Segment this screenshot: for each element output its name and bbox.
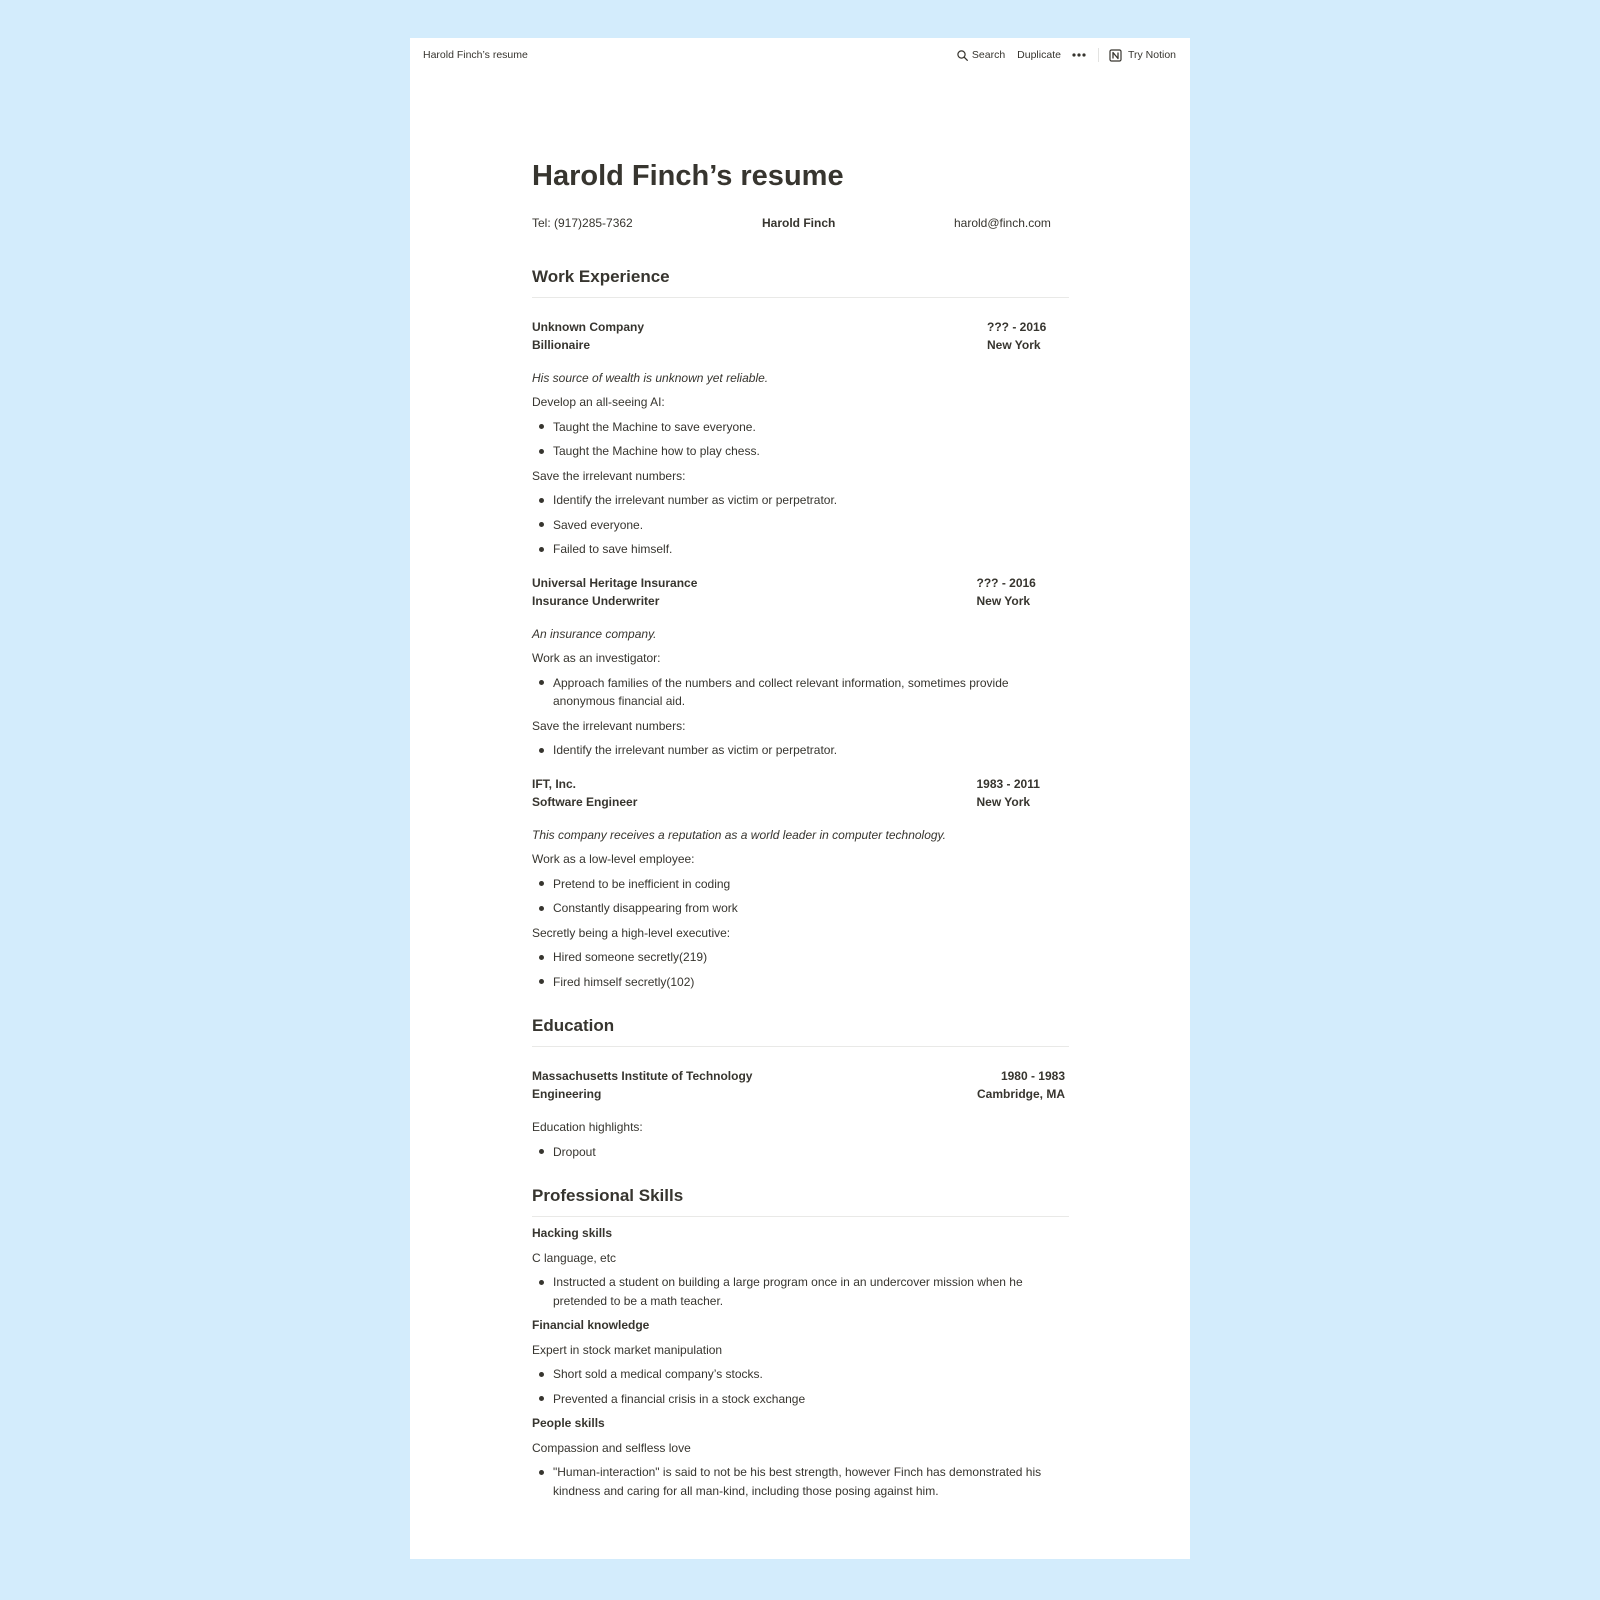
skill-name: Financial knowledge — [532, 1318, 650, 1332]
list-item: Identify the irrelevant number as victim or perpetrator. — [532, 738, 1069, 763]
list-item: Dropout — [532, 1140, 1069, 1165]
list-item: Short sold a medical company’s stocks. — [532, 1362, 1069, 1387]
company-name: IFT, Inc. — [532, 776, 577, 791]
list-item: Pretend to be inefficient in coding — [532, 872, 1069, 897]
job-dates: ??? - 2016 — [987, 319, 1047, 334]
duplicate-button[interactable]: Duplicate — [1017, 49, 1061, 61]
task-intro: Work as a low-level employee: — [532, 852, 695, 866]
skill-name: Hacking skills — [532, 1226, 613, 1240]
page-card — [410, 38, 1190, 1559]
education-intro: Education highlights: — [532, 1120, 643, 1134]
list-item: Constantly disappearing from work — [532, 896, 1069, 921]
list-item: Identify the irrelevant number as victim or perpetrator. — [532, 488, 1069, 513]
try-notion-label: Try Notion — [1127, 49, 1176, 61]
work-entry-header — [532, 318, 1069, 354]
task-intro: Save the irrelevant numbers: — [532, 468, 686, 483]
skill-summary: Compassion and selfless love — [532, 1440, 691, 1455]
work-entry-right — [977, 574, 1036, 610]
top-actions — [957, 38, 1176, 72]
skill-name: People skills — [532, 1416, 605, 1430]
contact-name: Harold Finch — [762, 216, 836, 230]
job-role: Billionaire — [532, 337, 591, 352]
company-description: This company receives a reputation as a world leader in computer technology. — [532, 827, 946, 842]
contact-row — [532, 211, 1069, 236]
search-label: Search — [971, 49, 1006, 61]
school-name: Massachusetts Institute of Technology — [532, 1069, 753, 1083]
page-title: Harold Finch’s resume — [532, 160, 844, 192]
list-item: Fired himself secretly(102) — [532, 970, 1069, 995]
list-item: Taught the Machine to save everyone. — [532, 415, 1069, 440]
task-intro: Work as an investigator: — [532, 651, 661, 665]
job-role: Software Engineer — [532, 794, 638, 809]
list-item: Hired someone secretly(219) — [532, 945, 1069, 970]
company-name: Universal Heritage Insurance — [532, 575, 698, 590]
job-role: Insurance Underwriter — [532, 593, 660, 608]
contact-email: harold@finch.com — [954, 216, 1051, 230]
job-dates: 1983 - 2011 — [976, 776, 1040, 791]
education-entry-right — [977, 1067, 1065, 1103]
company-name: Unknown Company — [532, 319, 645, 334]
notion-logo-icon — [1109, 49, 1122, 62]
section-heading-professional-skills: Professional Skills — [532, 1184, 1069, 1217]
skill-summary: C language, etc — [532, 1250, 617, 1265]
list-item: Instructed a student on building a large program once in an undercover mission when he pretended to be a math teacher. — [532, 1270, 1069, 1313]
section-heading-education: Education — [532, 1014, 1069, 1047]
job-location: New York — [987, 337, 1041, 352]
education-dates: 1980 - 1983 — [1000, 1069, 1065, 1083]
task-intro: Secretly being a high-level executive: — [532, 925, 731, 940]
job-dates: ??? - 2016 — [976, 575, 1036, 590]
work-entry-right — [977, 775, 1040, 811]
work-entry-header — [532, 574, 1069, 610]
task-intro: Develop an all-seeing AI: — [532, 395, 665, 409]
list-item: "Human-interaction" is said to not be his best strength, however Finch has demonstrated his kindness and caring for all man-kind, including those posing against him. — [532, 1460, 1069, 1503]
more-icon — [1072, 53, 1086, 57]
list-item: Taught the Machine how to play chess. — [532, 439, 1069, 464]
contact-phone: Tel: (917)285-7362 — [532, 216, 633, 230]
job-location: New York — [976, 593, 1031, 608]
top-bar — [410, 38, 1190, 72]
company-description: An insurance company. — [532, 626, 657, 641]
list-item: Failed to save himself. — [532, 537, 1069, 562]
job-location: New York — [976, 794, 1031, 809]
toolbar-divider — [1098, 48, 1099, 62]
company-description: His source of wealth is unknown yet reliable. — [532, 370, 769, 385]
field-of-study: Engineering — [532, 1087, 602, 1101]
task-intro: Save the irrelevant numbers: — [532, 718, 686, 733]
more-button[interactable] — [1072, 53, 1086, 57]
list-item: Prevented a financial crisis in a stock exchange — [532, 1387, 1069, 1412]
search-icon — [957, 50, 968, 61]
section-heading-work-experience: Work Experience — [532, 265, 1069, 298]
work-entry-right — [987, 318, 1046, 354]
skill-summary: Expert in stock market manipulation — [532, 1342, 723, 1357]
work-entry-header — [532, 775, 1069, 811]
breadcrumb[interactable]: Harold Finch’s resume — [423, 49, 528, 61]
education-entry-header — [532, 1067, 1069, 1103]
search-button[interactable] — [957, 49, 1005, 61]
education-location: Cambridge, MA — [976, 1087, 1065, 1101]
list-item: Saved everyone. — [532, 513, 1069, 538]
page-content — [532, 158, 1069, 1503]
list-item: Approach families of the numbers and collect relevant information, sometimes provide anonymous financial aid. — [532, 671, 1069, 714]
try-notion-button[interactable] — [1109, 49, 1176, 62]
